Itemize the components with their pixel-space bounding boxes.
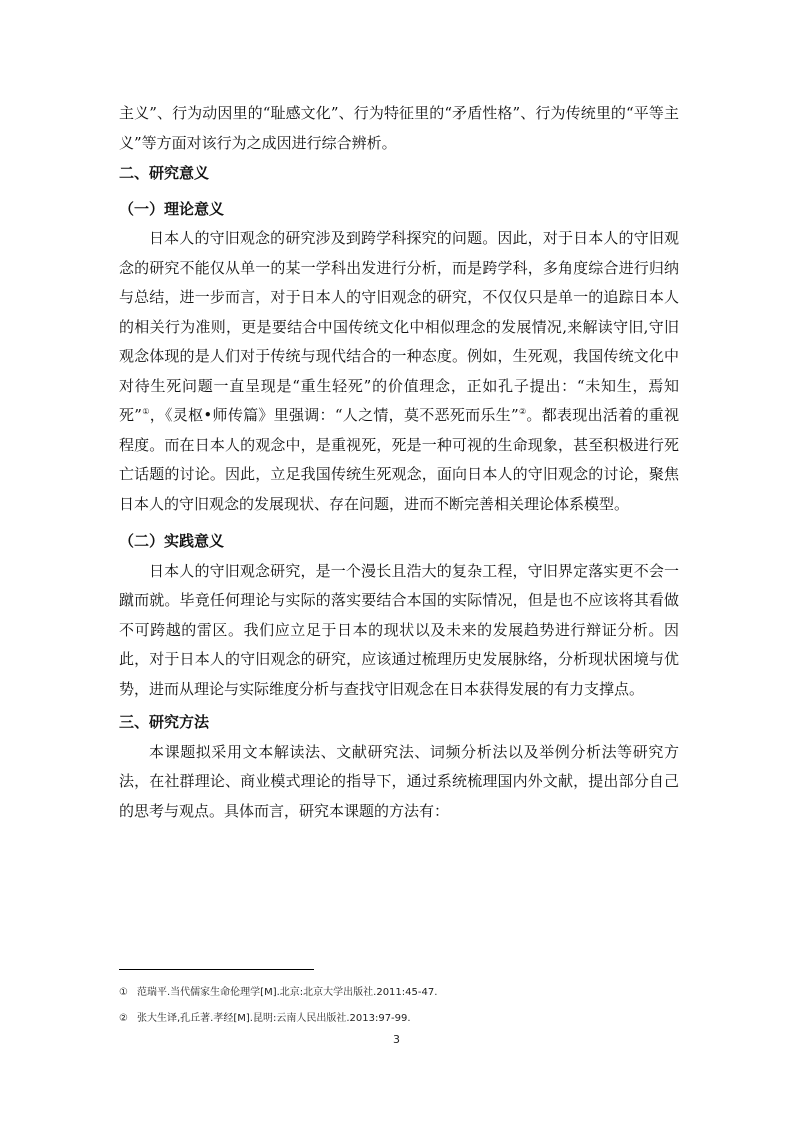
- footnote-1: [119, 980, 679, 1006]
- footnote-mark: ①: [119, 987, 128, 998]
- subsection-heading-theory: （一）理论意义: [119, 199, 225, 218]
- section-heading-significance: 二、研究意义: [119, 164, 210, 182]
- paragraph-methods: 本课题拟采用文本解读法、文献研究法、词频分析法以及举例分析法等研究方法，在社群理论、商业模式理论的指导下，通过系统梳理国内外文献，提出部分自己的思考与观点。具体而言，研究本课题的方法有：: [119, 742, 679, 820]
- footnotes: [119, 980, 679, 1032]
- subsection-heading-practice: （二）实践意义: [119, 532, 225, 550]
- footnote-text: 张大生译,孔丘著.孝经[M].昆明:云南人民出版社.2013:97-99.: [137, 1013, 411, 1024]
- paragraph-practice: 日本人的守旧观念研究，是一个漫长且浩大的复杂工程，守旧界定落实更不会一蹴而就。毕竟任何理论与实际的落实要结合本国的实际情况，但是也不应该将其看做不可跨越的雷区。我们应立足于日本的现状以及未来的发展趋势进行辩证分析。因此，对于日本人的守旧观念的研究，应该通过梳理历史发展脉络，分析现状困境与优势，进而从理论与实际维度分析与查找守旧观念在日本获得发展的有力支撑点。: [119, 561, 679, 698]
- footnote-2: [119, 1006, 679, 1032]
- section-heading-methods: 三、研究方法: [119, 713, 210, 731]
- footnote-ref-1[interactable]: ①: [141, 407, 150, 416]
- paragraph-theory-part-a: 日本人的守旧观念的研究涉及到跨学科探究的问题。因此，对于日本人的守旧观念的研究不能仅从单一的某一学科出发进行分析，而是跨学科，多角度综合进行归纳与总结，进一步而言，对于日本人的守旧观念的研究，不仅仅只是单一的追踪日本人的相关行为准则，更是要结合中国传统文化中相似理念的发展情况,来解读守旧,守旧观念体现的是人们对于传统与现代结合的一种态度。例如，生死观，我国传统文化中对待生死问题一直呈现是“重生轻死”的价值理念，正如孔子提出：“未知生，焉知死”: [119, 229, 679, 424]
- footnote-mark: ②: [119, 1013, 128, 1024]
- page-number: 3: [393, 1033, 400, 1046]
- paragraph-intro: 主义”、行为动因里的“耻感文化”、行为特征里的“矛盾性格”、行为传统里的“平等主义”等方面对该行为之成因进行综合辨析。: [119, 104, 679, 152]
- footnote-divider: [119, 969, 314, 970]
- paragraph-theory-part-b: ，《灵枢•师传篇》里强调：“人之情，莫不恶死而乐生”: [149, 406, 519, 424]
- footnote-ref-2[interactable]: ②: [518, 407, 527, 416]
- paragraph-theory: [119, 224, 679, 519]
- footnote-text: 范瑞平.当代儒家生命伦理学[M].北京:北京大学出版社.2011:45-47.: [137, 987, 438, 998]
- body-text: [119, 99, 679, 826]
- paragraph-theory-part-c: 。都表现出活着的重视程度。而在日本人的观念中，是重视死，死是一种可视的生命现象，甚至积极进行死亡话题的讨论。因此，立足我国传统生死观念，面向日本人的守旧观念的讨论，聚焦日本人的守旧观念的发展现状、存在问题，进而不断完善相关理论体系模型。: [119, 406, 680, 513]
